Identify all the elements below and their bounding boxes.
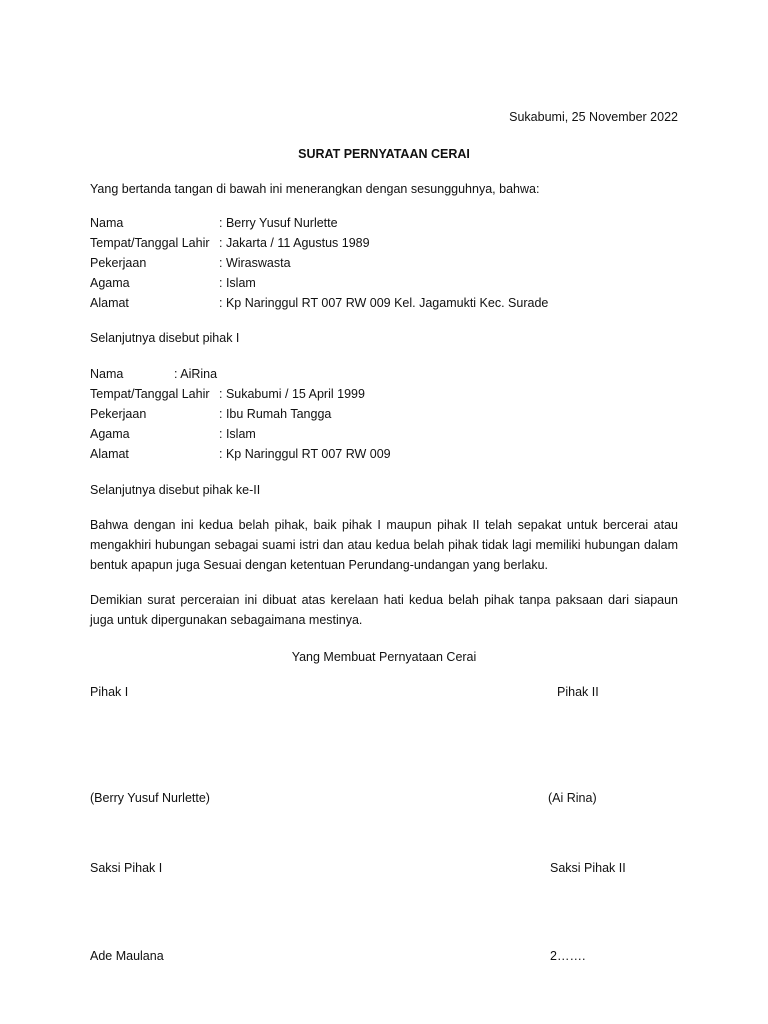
field-value: : Islam xyxy=(219,427,256,441)
field-value: : Ibu Rumah Tangga xyxy=(219,407,332,421)
field-label: Nama xyxy=(90,216,124,230)
field-label: Pekerjaan xyxy=(90,407,147,421)
field-label: Agama xyxy=(90,276,130,290)
date-line: Sukabumi, 25 November 2022 xyxy=(509,110,678,124)
signature-heading: Yang Membuat Pernyataan Cerai xyxy=(291,650,477,664)
party1-designation: Selanjutnya disebut pihak I xyxy=(90,331,240,345)
field-value: : Islam xyxy=(219,276,256,290)
witness1-name: Ade Maulana xyxy=(90,949,164,963)
closing-paragraph: Demikian surat perceraian ini dibuat atas kerelaan hati kedua belah pihak tanpa paksaan dari siapaun juga untuk dipergunakan sebagaimana mestinya. xyxy=(90,593,678,627)
witness2-label: Saksi Pihak II xyxy=(550,861,626,875)
field-label: Tempat/Tanggal Lahir xyxy=(90,387,210,401)
field-label: Pekerjaan xyxy=(90,256,147,270)
party2-signature-label: Pihak II xyxy=(557,685,599,699)
field-value: : Wiraswasta xyxy=(219,256,291,270)
field-value: : Berry Yusuf Nurlette xyxy=(219,216,338,230)
witness1-label: Saksi Pihak I xyxy=(90,861,163,875)
agreement-paragraph: Bahwa dengan ini kedua belah pihak, baik pihak I maupun pihak II telah sepakat untuk bercerai atau mengakhiri hubungan sebagai suami istri dan atau kedua belah pihak tidak lagi memiliki hubungan dalam bentuk apapun juga Sesuai dengan ketentuan Perundang-undangan yang berlaku. xyxy=(90,518,678,572)
field-label: Tempat/Tanggal Lahir xyxy=(90,236,210,250)
field-label: Alamat xyxy=(90,447,129,461)
field-label: Agama xyxy=(90,427,130,441)
field-value: : AiRina xyxy=(174,367,218,381)
document-title: SURAT PERNYATAAN CERAI xyxy=(298,147,470,161)
field-label: Alamat xyxy=(90,296,129,310)
field-value: : Kp Naringgul RT 007 RW 009 Kel. Jagamukti Kec. Surade xyxy=(219,296,549,310)
party2-signature-name: (Ai Rina) xyxy=(548,791,597,805)
party1-signature-label: Pihak I xyxy=(90,685,129,699)
witness2-name: 2……. xyxy=(550,949,586,963)
party2-designation: Selanjutnya disebut pihak ke-II xyxy=(90,483,261,497)
field-value: : Sukabumi / 15 April 1999 xyxy=(219,387,365,401)
field-label: Nama xyxy=(90,367,124,381)
intro-text: Yang bertanda tangan di bawah ini menerangkan dengan sesungguhnya, bahwa: xyxy=(90,182,540,196)
party1-signature-name: (Berry Yusuf Nurlette) xyxy=(90,791,210,805)
field-value: : Kp Naringgul RT 007 RW 009 xyxy=(219,447,391,461)
field-value: : Jakarta / 11 Agustus 1989 xyxy=(219,236,370,250)
